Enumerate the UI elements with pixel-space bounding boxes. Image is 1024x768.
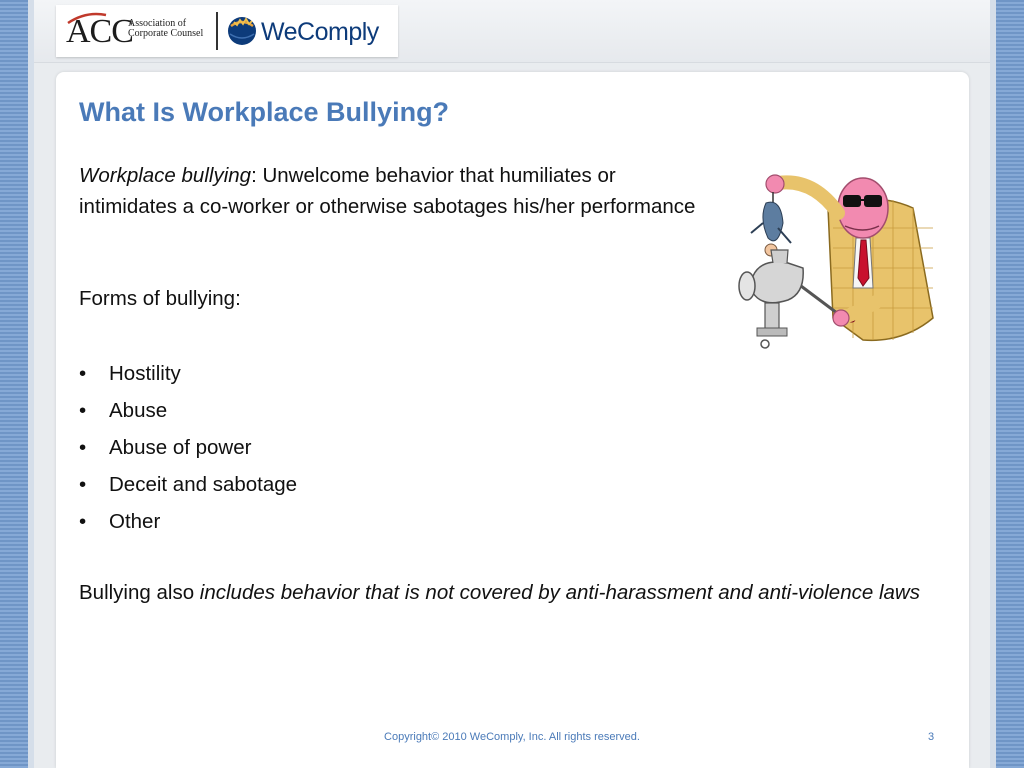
list-item xyxy=(79,429,297,466)
list-item xyxy=(79,466,297,503)
bullet-text: Deceit and sabotage xyxy=(109,473,298,496)
closing-paragraph xyxy=(79,577,939,608)
logo-banner xyxy=(56,5,398,57)
list-item xyxy=(79,355,297,392)
bullet-dot: • xyxy=(79,510,87,533)
definition-paragraph xyxy=(79,160,719,222)
cartoon-illustration-icon xyxy=(733,168,943,358)
acc-logo-line1: Association of xyxy=(128,18,187,29)
acc-logo-text xyxy=(128,19,203,39)
logo-divider xyxy=(216,12,218,50)
bullet-dot: • xyxy=(79,399,87,422)
bullet-text: Abuse of power xyxy=(109,436,252,459)
wecomply-logo-text: WeComply xyxy=(261,18,379,46)
bullet-list xyxy=(79,355,297,540)
forms-label: Forms of bullying: xyxy=(79,287,241,310)
page-number: 3 xyxy=(928,731,935,743)
acc-logo-mark: ACC xyxy=(66,13,133,50)
bullet-text: Other xyxy=(109,510,161,533)
left-border-stripe xyxy=(0,0,34,768)
slide-title: What Is Workplace Bullying? xyxy=(79,97,450,127)
closing-italic: includes behavior that is not covered by anti-harassment and anti-violence laws xyxy=(199,581,920,604)
bullet-text: Abuse xyxy=(109,399,168,422)
list-item xyxy=(79,503,297,540)
closing-prefix: Bullying also xyxy=(79,581,200,604)
wecomply-globe-icon xyxy=(226,14,258,46)
acc-logo-line2: Corporate Counsel xyxy=(128,28,204,39)
list-item xyxy=(79,392,297,429)
footer-copyright: Copyright© 2010 WeComply, Inc. All rights reserved. xyxy=(384,731,640,743)
definition-term: Workplace bullying xyxy=(79,164,252,187)
bullet-dot: • xyxy=(79,436,87,459)
right-border-stripe xyxy=(990,0,1024,768)
bullet-text: Hostility xyxy=(109,362,181,385)
bullet-dot: • xyxy=(79,473,87,496)
bullet-dot: • xyxy=(79,362,87,385)
definition-text: : Unwelcome behavior that humiliates or intimidates a co-worker or otherwise sabotages his/her performance xyxy=(79,164,696,218)
